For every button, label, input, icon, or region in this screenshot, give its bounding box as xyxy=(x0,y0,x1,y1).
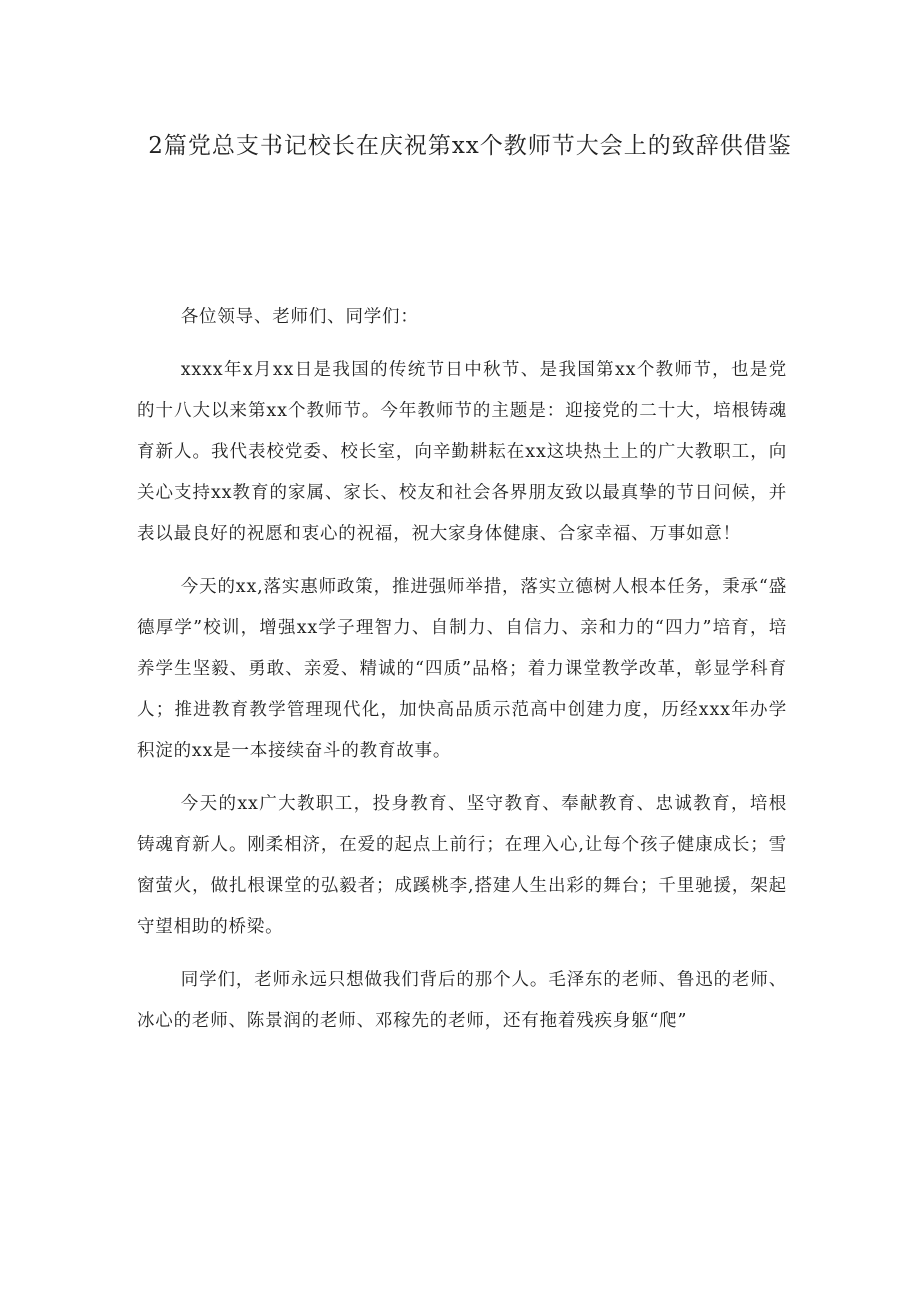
body-paragraph: 同学们，老师永远只想做我们背后的那个人。毛泽东的老师、鲁迅的老师、冰心的老师、陈景润的老师、邓稼先的老师，还有拖着残疾身躯“爬” xyxy=(137,970,787,1031)
document-title: 2篇党总支书记校长在庆祝第xx个教师节大会上的致辞供借鉴 xyxy=(148,133,792,159)
document-body xyxy=(137,297,787,1054)
body-paragraph: 今天的xx,落实惠师政策，推进强师举措，落实立德树人根本任务，秉承“盛德厚学”校训，增强xx学子理智力、自制力、自信力、亲和力的“四力”培育，培养学生坚毅、勇敢、亲爱、精诚的“四质”品格；着力课堂教学改革，彰显学科育人；推进教育教学管理现代化，加快高品质示范高中创建力度，历经xxx年办学积淀的xx是一本接续奋斗的教育故事。 xyxy=(137,577,787,761)
body-paragraph: 今天的xx广大教职工，投身教育、坚守教育、奉献教育、忠诚教育，培根铸魂育新人。刚柔相济，在爱的起点上前行；在理入心,让每个孩子健康成长；雪窗萤火，做扎根课堂的弘毅者；成蹊桃李,搭建人生出彩的舞台；千里驰援，架起守望相助的桥梁。 xyxy=(137,794,787,937)
salutation-paragraph: 各位领导、老师们、同学们： xyxy=(180,307,419,327)
body-paragraph: xxxx年x月xx日是我国的传统节日中秋节、是我国第xx个教师节，也是党的十八大以来第xx个教师节。今年教师节的主题是：迎接党的二十大，培根铸魂育新人。我代表校党委、校长室，向辛勤耕耘在xx这块热土上的广大教职工，向关心支持xx教育的家属、家长、校友和社会各界朋友致以最真挚的节日问候，并表以最良好的祝愿和衷心的祝福，祝大家身体健康、合家幸福、万事如意！ xyxy=(137,360,787,544)
